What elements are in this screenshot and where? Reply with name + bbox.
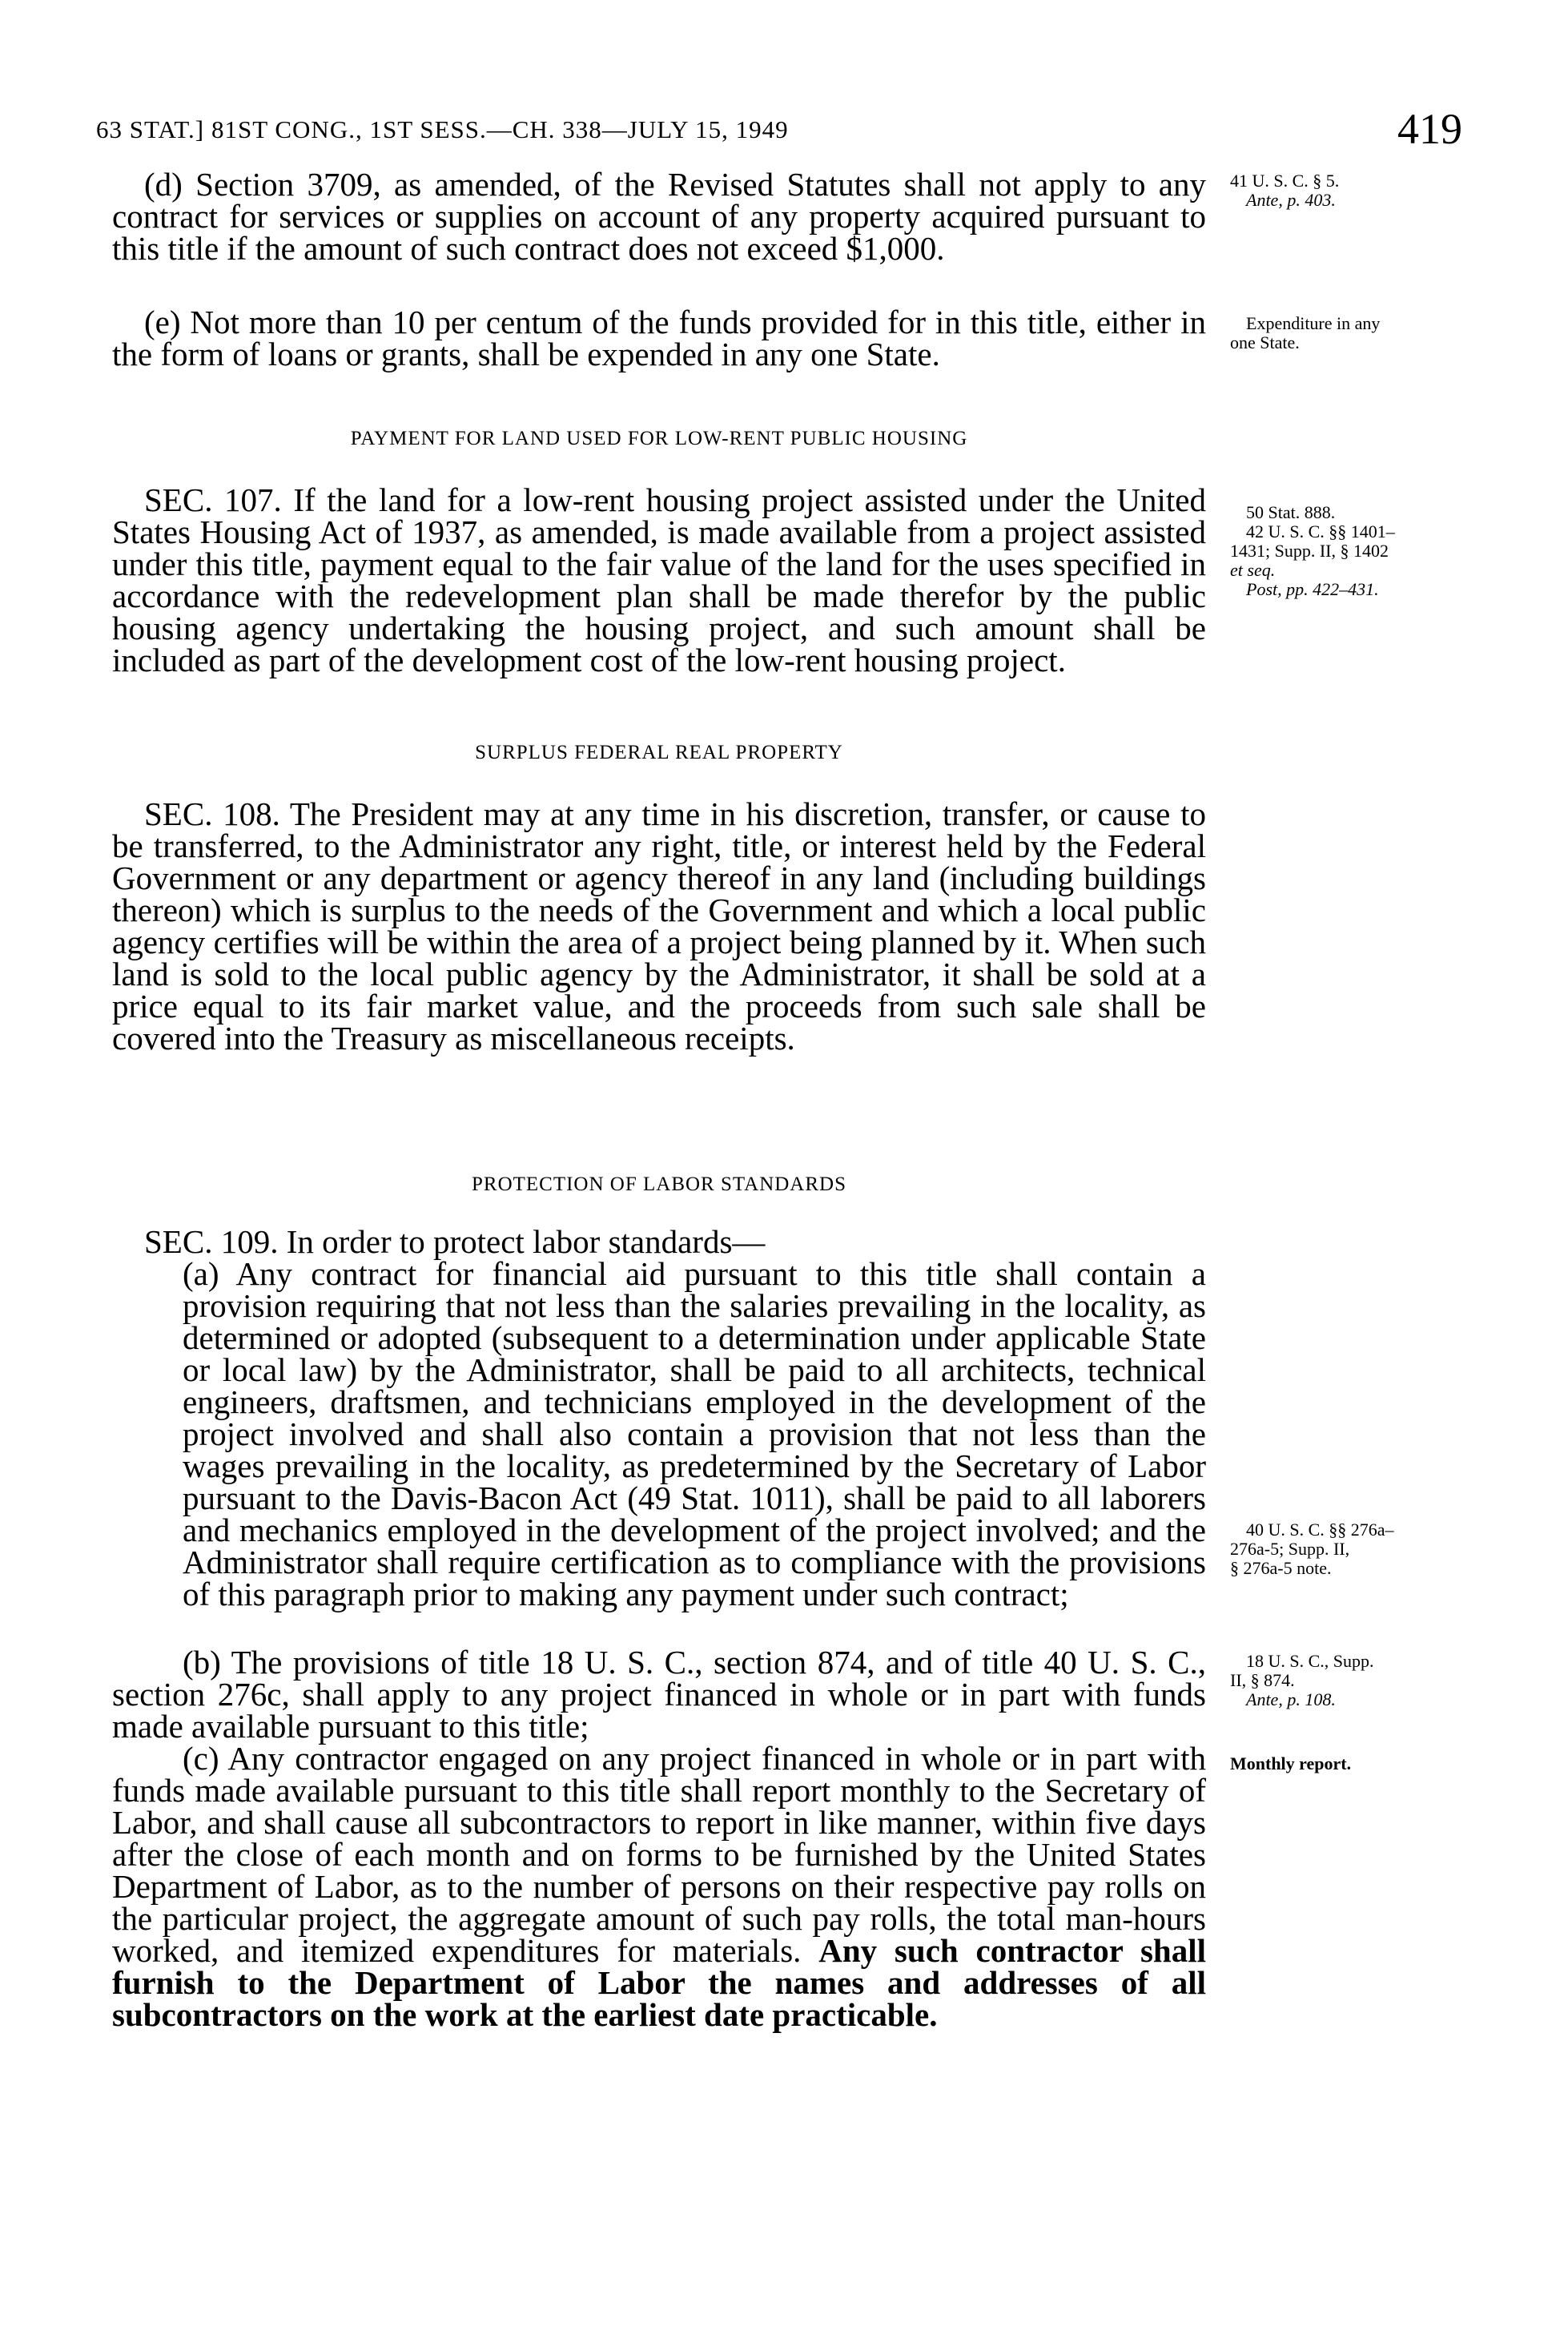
section-109-paragraph-c-bold-text: Any such contractor shall furnish to the Department of Labor the names and addresses of all subcontractors on the work at the earliest date practicable. [112,1932,1207,2033]
section-109-paragraph-a: (a) Any contract for financial aid pursuant to this title shall contain a provision requiring that not less than the salaries prevailing in the locality, as determined or adopted (subsequent to a determination under applicable State or local law) by the Administrator, shall be paid to all architects, technical engineers, draftsmen, and technicians employed in the development of the project involved and shall also contain a provision that not less than the wages prevailing in the locality, as predetermined by the Secretary of Labor pursuant to the Davis-Bacon Act (49 Stat. 1011), shall be paid to all laborers and mechanics employed in the development of the project involved; and the Administrator shall require certification as to compliance with the provisions of this paragraph prior to making any payment under such contract; [183,1255,1206,1612]
margin-note-italic: et seq. [1230,560,1276,580]
margin-note-italic: Ante, p. 403. [1246,190,1336,210]
header-congress-session: 81ST CONG., 1ST SESS.—CH. 338—JULY 15, 1949 [211,115,789,143]
margin-note-line: II, § 874. [1230,1670,1295,1690]
margin-note-section-109-b [1230,1652,1454,1709]
section-109-paragraph-b: (b) The provisions of title 18 U. S. C., section 874, and of title 40 U. S. C., section 276c, shall apply to any project financed in whole or in part with funds made available pursuant to this title; [112,1644,1206,1745]
paragraph-e: (e) Not more than 10 per centum of the funds provided for in this title, either in the form of loans or grants, shall be expended in any one State. [112,304,1206,372]
heading-section-107: PAYMENT FOR LAND USED FOR LOW-RENT PUBLIC HOUSING [350,428,968,449]
margin-note-line: § 276a-5 note. [1230,1558,1332,1578]
paragraph-d: (d) Section 3709, as amended, of the Revised Statutes shall not apply to any contract for services or supplies on account of any property acquired pursuant to this title if the amount of such contract does not exceed $1,000. [112,166,1206,267]
margin-note-line [1230,1690,1454,1709]
section-107: SEC. 107. If the land for a low-rent housing project assisted under the United States Housing Act of 1937, as amended, is made available from a project assisted under this title, payment equal to the fair value of the land for the uses specified in accordance with the redevelopment plan shall be made therefor by the public housing agency undertaking the housing project, and such amount shall be included as part of the development cost of the low-rent housing project. [112,481,1206,678]
margin-note-section-107 [1230,503,1454,599]
heading-section-108: SURPLUS FEDERAL REAL PROPERTY [475,742,843,763]
margin-note-line [1230,561,1454,580]
margin-note-paragraph-e [1230,314,1454,352]
margin-note-italic: Post, pp. 422–431. [1246,579,1379,599]
section-109-intro: SEC. 109. In order to protect labor standards— [144,1223,766,1260]
margin-note-line [1230,580,1454,599]
margin-note-line: Expenditure in any [1246,313,1381,333]
margin-note-line: 276a-5; Supp. II, [1230,1539,1350,1559]
heading-section-109: PROTECTION OF LABOR STANDARDS [471,1174,846,1195]
margin-note-section-109-a [1230,1520,1454,1578]
margin-note-line: 1431; Supp. II, § 1402 [1230,541,1389,561]
margin-note-italic: Ante, p. 108. [1246,1689,1336,1709]
running-header [96,104,1462,152]
margin-note-line: 42 U. S. C. §§ 1401– [1246,521,1395,541]
margin-note-line: 41 U. S. C. § 5. [1230,171,1340,191]
margin-note-line: 18 U. S. C., Supp. [1246,1651,1374,1671]
page-number: 419 [1397,105,1462,153]
margin-note-line: Monthly report. [1230,1753,1352,1773]
margin-note-line [1230,191,1454,210]
margin-note-line: 40 U. S. C. §§ 276a– [1246,1520,1394,1540]
margin-note-paragraph-d [1230,171,1454,210]
margin-note-section-109-c [1230,1754,1454,1773]
section-109-paragraph-c-text: (c) Any contractor engaged on any project financed in whole or in part with funds made available pursuant to this title shall report monthly to the Secretary of Labor, and shall cause all subcontractors to report in like manner, within five days after the close of each month and on forms to be furnished by the United States Department of Labor, as to the number of persons on their respective pay rolls on the particular project, the aggregate amount of such pay rolls, the total man-hours worked, and itemized expenditures for materials. [112,1740,1206,1969]
margin-note-line: 50 Stat. 888. [1246,502,1336,522]
header-statute-ref: 63 STAT.] [96,115,205,143]
section-109-paragraph-c [112,1742,1206,2031]
margin-note-line: one State. [1230,332,1300,352]
section-108: SEC. 108. The President may at any time in his discretion, transfer, or cause to be transferred, to the Administrator any right, title, or interest held by the Federal Government or any department or agency thereof in any land (including buildings thereon) which is surplus to the needs of the Government and which a local public agency certifies will be within the area of a project being planned by it. When such land is sold to the local public agency by the Administrator, it shall be sold at a price equal to its fair market value, and the proceeds from such sale shall be covered into the Treasury as miscellaneous receipts. [112,795,1206,1057]
